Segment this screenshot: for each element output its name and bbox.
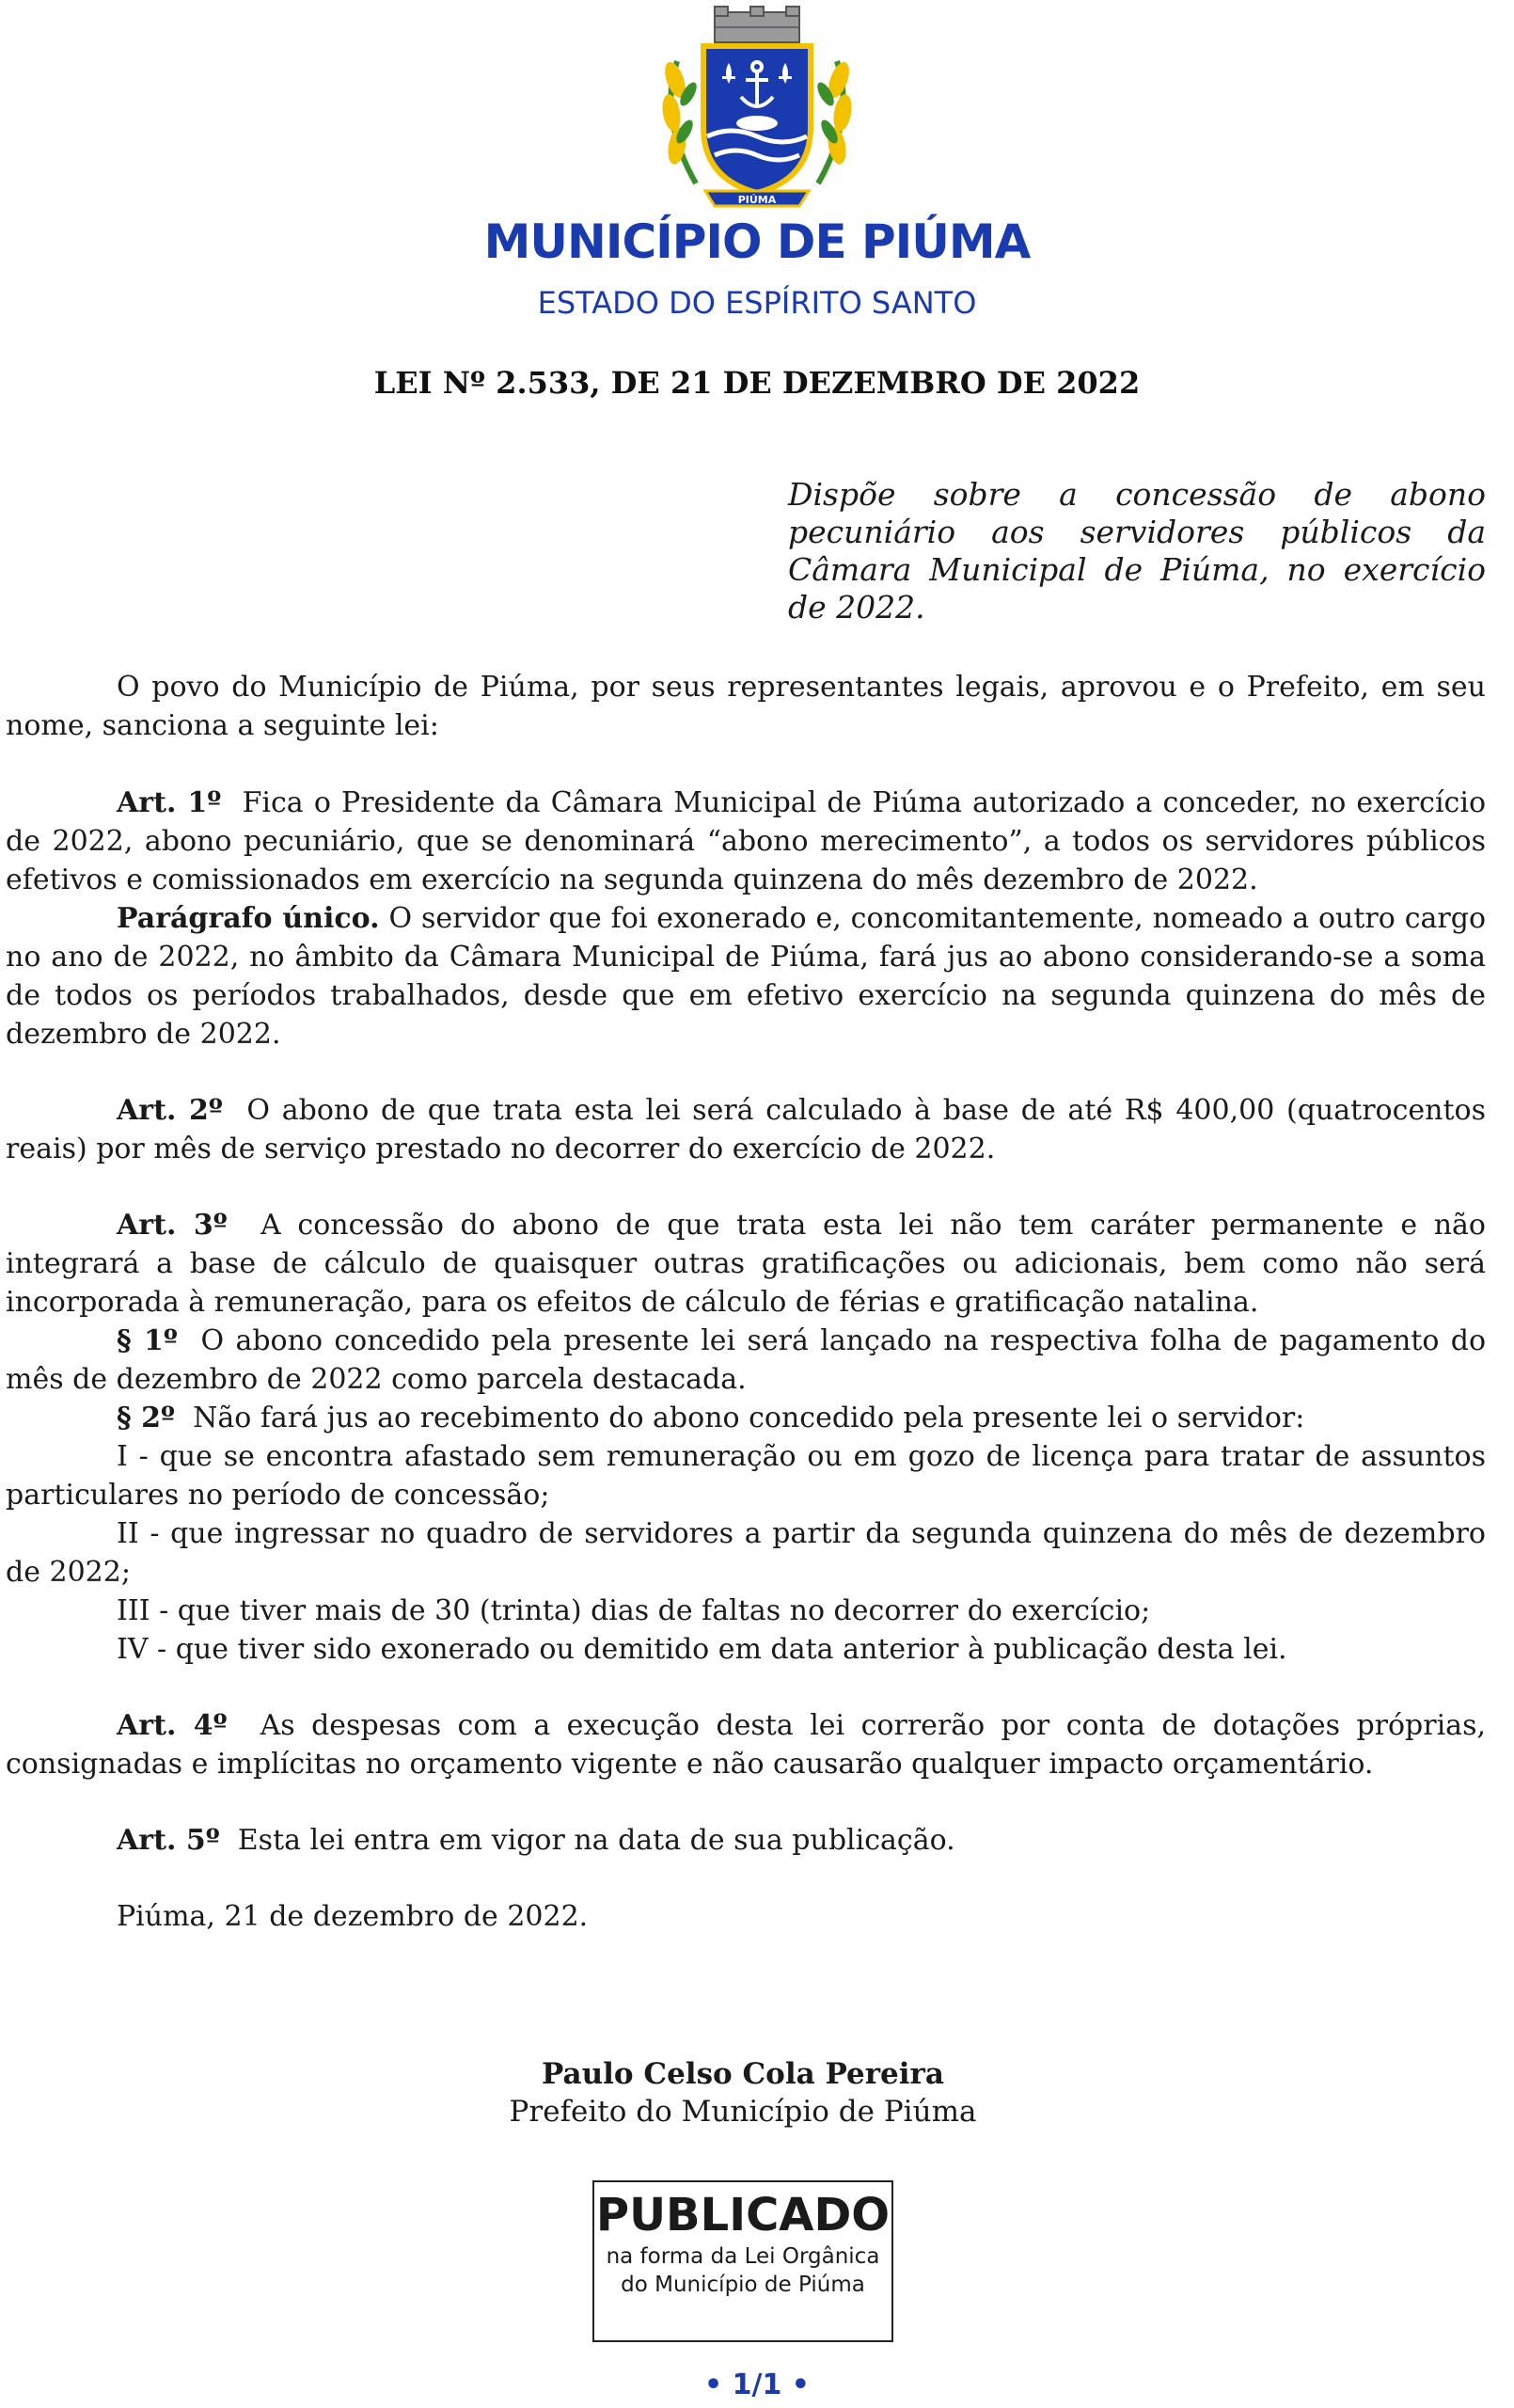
paragraph-2-text: Não fará jus ao recebimento do abono concedido pela presente lei o servidor: [193,1402,1305,1434]
article-2-label: Art. 2º [117,1094,223,1127]
signatory-name: Paulo Celso Cola Pereira [542,2057,944,2091]
article-5 [6,1821,1486,1860]
article-3 [6,1206,1486,1322]
stamp-line-1: na forma da Lei Orgânica [606,2244,880,2269]
list-item: IV - que tiver sido exonerado ou demitido em data anterior à publicação desta lei. [117,1633,1287,1666]
article-2 [6,1091,1486,1168]
place-date: Piúma, 21 de dezembro de 2022. [117,1900,589,1933]
sole-paragraph-text: O servidor que foi exonerado e, concomitantemente, nomeado a outro cargo no ano de 2022, no âmbito da Câmara Municipal de Piúma, fará jus ao abono considerando-se a soma de todos os períodos trabalhados, desde que em efetivo exercício na segunda quinzena do mês de dezembro de 2022. [6,902,1486,1051]
law-title: LEI Nº 2.533, DE 21 DE DEZEMBRO DE 2022 [373,365,1141,401]
state-name: ESTADO DO ESPÍRITO SANTO [537,285,977,321]
article-5-text: Esta lei entra em vigor na data de sua publicação. [237,1824,955,1857]
stamp-line-2: do Município de Piúma [621,2273,865,2297]
article-1-sole-paragraph [6,899,1486,1054]
article-4 [6,1706,1486,1783]
article-2-text: O abono de que trata esta lei será calculado à base de até R$ 400,00 (quatrocentos reais) por mês de serviço prestado no decorrer do exercício de 2022. [6,1094,1486,1165]
stamp-title: PUBLICADO [595,2189,891,2242]
paragraph-1-label: § 1º [117,1324,178,1357]
svg-text:PIÚMA: PIÚMA [737,194,777,206]
list-item: I - que se encontra afastado sem remuneração ou em gozo de licença para tratar de assuntos particulares no período de concessão; [6,1440,1486,1512]
list-item: II - que ingressar no quadro de servidores a partir da segunda quinzena do mês de dezembro de 2022; [6,1517,1486,1589]
published-stamp [592,2180,893,2342]
article-4-text: As despesas com a execução desta lei correrão por conta de dotações próprias, consignadas e implícitas no orçamento vigente e não causarão qualquer impacto orçamentário. [6,1709,1487,1781]
article-5-label: Art. 5º [117,1824,220,1857]
page-number: • 1/1 • [704,2368,810,2401]
article-3-paragraph-2 [6,1399,1486,1437]
signatory-role: Prefeito do Município de Piúma [509,2095,977,2129]
signature-block [0,2055,1486,2131]
law-body [6,668,1486,1936]
article-4-label: Art. 4º [117,1709,228,1742]
article-3-paragraph-1 [6,1322,1486,1399]
paragraph-1-text: O abono concedido pela presente lei será lançado na respectiva folha de pagamento do mês de dezembro de 2022 como parcela destacada. [6,1324,1487,1396]
municipal-coat-of-arms [639,5,875,216]
ementa: Dispõe sobre a concessão de abono pecuniário aos servidores públicos da Câmara Municipal de Piúma, no exercício de 2022. [788,476,1486,626]
preamble: O povo do Município de Piúma, por seus representantes legais, aprovou e o Prefeito, em seu nome, sanciona a seguinte lei: [6,671,1486,742]
sole-paragraph-label: Parágrafo único. [117,902,380,935]
article-1-label: Art. 1º [117,786,222,819]
article-3-text: A concessão do abono de que trata esta lei não tem caráter permanente e não integrará a base de cálculo de quaisquer outras gratificações ou adicionais, bem como não será incorporada à remuneração, para os efeitos de cálculo de férias e gratificação natalina. [6,1209,1486,1319]
article-1 [6,784,1486,899]
article-1-text: Fica o Presidente da Câmara Municipal de Piúma autorizado a conceder, no exercício de 2022, abono pecuniário, que se denominará “abono merecimento”, a todos os servidores públicos efetivos e comissionados em exercício na segunda quinzena do mês dezembro de 2022. [6,786,1487,896]
paragraph-2-label: § 2º [117,1402,176,1434]
document-header [0,0,1514,348]
municipality-name: MUNICÍPIO DE PIÚMA [483,214,1031,269]
list-item: III - que tiver mais de 30 (trinta) dias de faltas no decorrer do exercício; [117,1594,1151,1627]
article-3-label: Art. 3º [117,1209,228,1242]
